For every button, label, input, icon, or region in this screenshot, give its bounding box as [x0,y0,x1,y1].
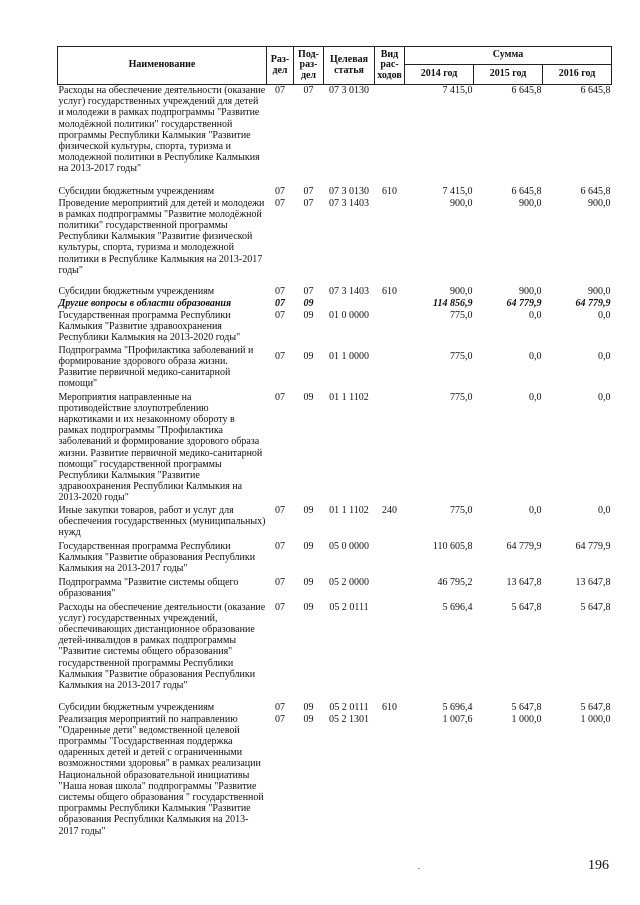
row-2016: 900,0 [588,285,611,297]
row-expense-type: 610 [382,701,397,713]
row-article: 05 2 0111 [329,701,369,713]
row-2014: 1 007,6 [442,713,473,725]
row-2015: 13 647,8 [506,576,542,588]
row-2014: 5 696,4 [442,601,473,613]
budget-table [57,46,612,849]
row-2015: 64 779,9 [506,297,542,309]
row-name: Государственная программа Республики Калмыкия "Развитие образования Республики Калмыкия на 2013-2017 годы" [58,540,256,574]
row-name: Расходы на обеспечение деятельности (оказание услуг) государственных учреждений для детей и молодежи в рамках подпрограммы "Развитие молодёжной политики" государственной программы Республики Калмыкия "Развитие физической культуры, спорта, туризма и молодежной политики в Республике Калмыкия на 2013-2017 годы" [58,85,266,175]
row-podrazdel: 09 [303,540,314,552]
row-expense-type [375,541,405,577]
row-name: Иные закупки товаров, работ и услуг для обеспечения государственных (муниципальных) нужд [58,504,266,538]
row-name: Подпрограмма "Развитие системы общего образования" [58,576,239,599]
row-2015: 0,0 [529,350,542,362]
table-row [58,577,612,602]
table-row [58,286,612,298]
row-razdel: 07 [275,285,285,297]
row-2016: 0,0 [598,391,611,403]
row-expense-type [375,310,405,345]
row-2016: 64 779,9 [575,297,611,309]
row-2014: 110 605,8 [432,540,473,552]
row-podrazdel: 07 [303,185,314,197]
row-expense-type [375,298,405,310]
row-razdel: 07 [275,350,285,362]
row-2016: 0,0 [598,350,611,362]
row-name: Субсидии бюджетным учреждениям [58,701,215,713]
row-razdel: 07 [275,701,285,713]
row-expense-type: 610 [382,285,397,297]
row-2015: 64 779,9 [506,540,542,552]
header-razdel: Раз- дел [267,47,294,85]
header-name: Наименование [58,47,267,85]
row-razdel: 07 [275,185,285,197]
row-2016: 0,0 [598,309,611,321]
row-2015: 6 645,8 [511,185,542,197]
scan-speck [418,868,420,869]
row-podrazdel: 09 [303,504,314,516]
row-razdel: 07 [275,504,285,516]
row-2015: 6 645,8 [511,85,542,96]
row-name: Государственная программа Республики Калмыкия "Развитие здравоохранения Республики Калмыкия на 2013-2020 годы" [58,309,241,343]
row-podrazdel: 09 [303,391,314,403]
row-name: Расходы на обеспечение деятельности (оказание услуг) государственных учреждений, обеспечивающих дистанционное образование детей-инвалидов в рамках подпрограммы "Развитие системы общего образования" государственной программы Республики Калмыкия "Развитие образования Республики Калмыкия на 2013-2017 годы" [58,601,266,691]
row-2016: 5 647,8 [580,601,611,613]
row-article: 07 3 0130 [329,185,369,197]
header-expense-type: Вид рас- ходов [375,47,405,85]
row-podrazdel: 07 [303,85,314,96]
row-2016: 64 779,9 [575,540,611,552]
row-razdel: 07 [275,713,285,725]
row-expense-type [375,714,405,849]
row-2015: 5 647,8 [511,601,542,613]
row-article: 07 3 0130 [329,85,369,96]
row-2015: 0,0 [529,309,542,321]
row-2014: 775,0 [450,504,473,516]
table-row [58,186,612,198]
page-number: 196 [588,858,609,873]
row-2015: 900,0 [519,197,542,209]
header-sum: Сумма [405,47,612,65]
row-podrazdel: 09 [303,297,314,309]
header-2015: 2015 год [474,65,543,85]
row-razdel: 07 [275,85,285,96]
row-2015: 1 000,0 [511,713,542,725]
row-2016: 1 000,0 [580,713,611,725]
row-name: Мероприятия направленные на противодействие злоупотреблению наркотиками и их незаконному обороту в рамках подпрограммы "Профилактика заболеваний и формирование здорового образа жизни. Развитие первичной медико-санитарной помощи" государственной программы Республики Калмыкия "Развитие здравоохранения Республики Калмыкия на 2013-2020 годы" [58,391,263,504]
row-2015: 0,0 [529,391,542,403]
row-name: Субсидии бюджетным учреждениям [58,185,215,197]
row-expense-type: 610 [382,185,397,197]
row-2014: 775,0 [450,391,473,403]
row-article: 01 1 1102 [329,391,369,403]
row-2014: 775,0 [450,350,473,362]
row-2016: 5 647,8 [580,701,611,713]
row-2015: 0,0 [529,504,542,516]
table-row [58,602,612,702]
row-article: 01 1 1102 [329,504,369,516]
row-razdel: 07 [275,197,285,209]
row-podrazdel: 09 [303,601,314,613]
row-article: 05 2 0111 [329,601,369,613]
row-article: 05 2 1301 [329,713,369,725]
row-2014: 5 696,4 [442,701,473,713]
row-razdel: 07 [275,576,285,588]
row-razdel: 07 [275,297,285,309]
row-2016: 13 647,8 [575,576,611,588]
table-row [58,392,612,505]
row-article: 01 1 0000 [329,350,369,362]
row-2014: 775,0 [450,309,473,321]
row-2015: 900,0 [519,285,542,297]
header-podrazdel: Под- раз- дел [294,47,324,85]
row-article: 05 2 0000 [329,576,369,588]
table-row [58,505,612,541]
row-2014: 7 415,0 [442,185,473,197]
table-row [58,198,612,286]
row-podrazdel: 09 [303,576,314,588]
row-razdel: 07 [275,309,285,321]
header-article: Целевая статья [324,47,375,85]
row-2014: 114 856,9 [433,297,473,309]
row-podrazdel: 09 [303,350,314,362]
row-razdel: 07 [275,601,285,613]
row-razdel: 07 [275,391,285,403]
row-name: Субсидии бюджетным учреждениям [58,285,215,297]
row-2016: 0,0 [598,504,611,516]
row-podrazdel: 07 [303,197,314,209]
row-article: 01 0 0000 [329,309,369,321]
row-podrazdel: 07 [303,285,314,297]
row-name: Проведение мероприятий для детей и молодежи в рамках подпрограммы "Развитие молодёжной политики" государственной программы Республики Калмыкия "Развитие физической культуры, спорта, туризма и молодежной политики в Республике Калмыкия на 2013-2017 годы" [58,197,265,276]
row-article: 05 0 0000 [329,540,369,552]
row-2014: 7 415,0 [442,85,473,96]
row-name: Подпрограмма "Профилактика заболеваний и формирование здорового образа жизни. Развитие первичной медико-санитарной помощи" [58,344,254,390]
row-podrazdel: 09 [303,701,314,713]
row-podrazdel: 09 [303,713,314,725]
table-row [58,345,612,392]
row-2016: 900,0 [588,197,611,209]
row-expense-type [375,602,405,702]
table-row-section [58,298,612,310]
table-row [58,85,612,186]
row-expense-type: 240 [382,504,397,516]
row-name: Другие вопросы в области образования [58,297,232,309]
row-podrazdel: 09 [303,309,314,321]
table-row [58,714,612,849]
header-2014: 2014 год [405,65,474,85]
row-expense-type [375,392,405,505]
row-expense-type [375,345,405,392]
row-name: Реализация мероприятий по направлению "Одаренные дети" ведомственной целевой программы "Государственная поддержка одаренных детей и детей с ограниченными возможностями здоровья" в рамках реализации Национальной образовательной инициативы "Наша новая школа" подпрограммы "Развитие системы общего образования " государственной программы Республики Калмыкия "Развитие образования Республики Калмыкия на 2013-2017 годы" [58,713,264,837]
table-body [58,85,612,849]
row-razdel: 07 [275,540,285,552]
row-article: 07 3 1403 [329,197,369,209]
row-2014: 900,0 [450,197,473,209]
row-expense-type [375,577,405,602]
row-article: 07 3 1403 [329,285,369,297]
row-2014: 46 795,2 [437,576,473,588]
table-row [58,310,612,345]
row-expense-type [375,198,405,286]
row-2014: 900,0 [450,285,473,297]
table-row [58,541,612,577]
table-row [58,702,612,714]
row-2016: 6 645,8 [580,185,611,197]
row-expense-type [375,85,405,186]
header-2016: 2016 год [543,65,612,85]
row-2015: 5 647,8 [511,701,542,713]
row-2016: 6 645,8 [580,85,611,96]
row-article [324,298,375,310]
